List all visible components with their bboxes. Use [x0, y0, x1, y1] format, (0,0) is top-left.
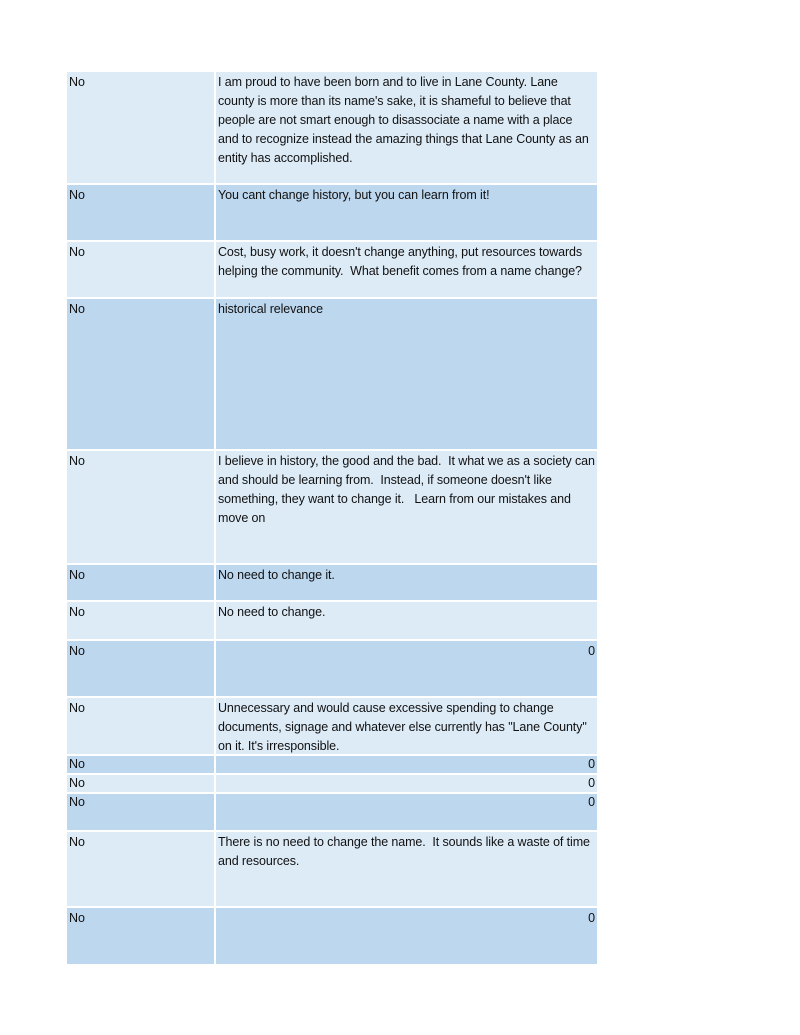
- comment-cell[interactable]: 0: [216, 794, 597, 830]
- answer-cell[interactable]: No: [67, 242, 214, 297]
- comment-cell[interactable]: Unnecessary and would cause excessive spending to change documents, signage and whatever else currently has "Lane County" on it. It's irresponsible.: [216, 698, 597, 754]
- spreadsheet-table: [67, 72, 597, 964]
- answer-cell[interactable]: No: [67, 185, 214, 240]
- table-row: [67, 565, 597, 602]
- comment-cell[interactable]: There is no need to change the name. It sounds like a waste of time and resources.: [216, 832, 597, 906]
- answer-cell[interactable]: No: [67, 698, 214, 754]
- comment-cell[interactable]: No need to change.: [216, 602, 597, 639]
- answer-cell[interactable]: No: [67, 565, 214, 600]
- comment-cell[interactable]: I am proud to have been born and to live in Lane County. Lane county is more than its name's sake, it is shameful to believe that people are not smart enough to disassociate a name with a place and to recognize instead the amazing things that Lane County as an entity has accomplished.: [216, 72, 597, 183]
- table-row: [67, 299, 597, 451]
- comment-cell[interactable]: 0: [216, 908, 597, 964]
- comment-cell[interactable]: 0: [216, 775, 597, 792]
- answer-cell[interactable]: No: [67, 794, 214, 830]
- table-row: [67, 451, 597, 565]
- table-row: [67, 602, 597, 641]
- comment-cell[interactable]: You cant change history, but you can learn from it!: [216, 185, 597, 240]
- answer-cell[interactable]: No: [67, 832, 214, 906]
- table-row: [67, 775, 597, 794]
- table-row: [67, 698, 597, 756]
- comment-cell[interactable]: I believe in history, the good and the bad. It what we as a society can and should be learning from. Instead, if someone doesn't like something, they want to change it. Learn from our mistakes and move on: [216, 451, 597, 563]
- comment-cell[interactable]: Cost, busy work, it doesn't change anything, put resources towards helping the community. What benefit comes from a name change?: [216, 242, 597, 297]
- table-row: [67, 756, 597, 775]
- comment-cell[interactable]: 0: [216, 641, 597, 696]
- answer-cell[interactable]: No: [67, 908, 214, 964]
- table-row: [67, 72, 597, 185]
- comment-cell[interactable]: 0: [216, 756, 597, 773]
- comment-cell[interactable]: historical relevance: [216, 299, 597, 449]
- table-row: [67, 242, 597, 299]
- table-row: [67, 832, 597, 908]
- answer-cell[interactable]: No: [67, 641, 214, 696]
- comment-cell[interactable]: No need to change it.: [216, 565, 597, 600]
- table-row: [67, 641, 597, 698]
- answer-cell[interactable]: No: [67, 602, 214, 639]
- answer-cell[interactable]: No: [67, 72, 214, 183]
- table-row: [67, 794, 597, 832]
- answer-cell[interactable]: No: [67, 775, 214, 792]
- answer-cell[interactable]: No: [67, 756, 214, 773]
- table-row: [67, 185, 597, 242]
- table-row: [67, 908, 597, 964]
- answer-cell[interactable]: No: [67, 451, 214, 563]
- answer-cell[interactable]: No: [67, 299, 214, 449]
